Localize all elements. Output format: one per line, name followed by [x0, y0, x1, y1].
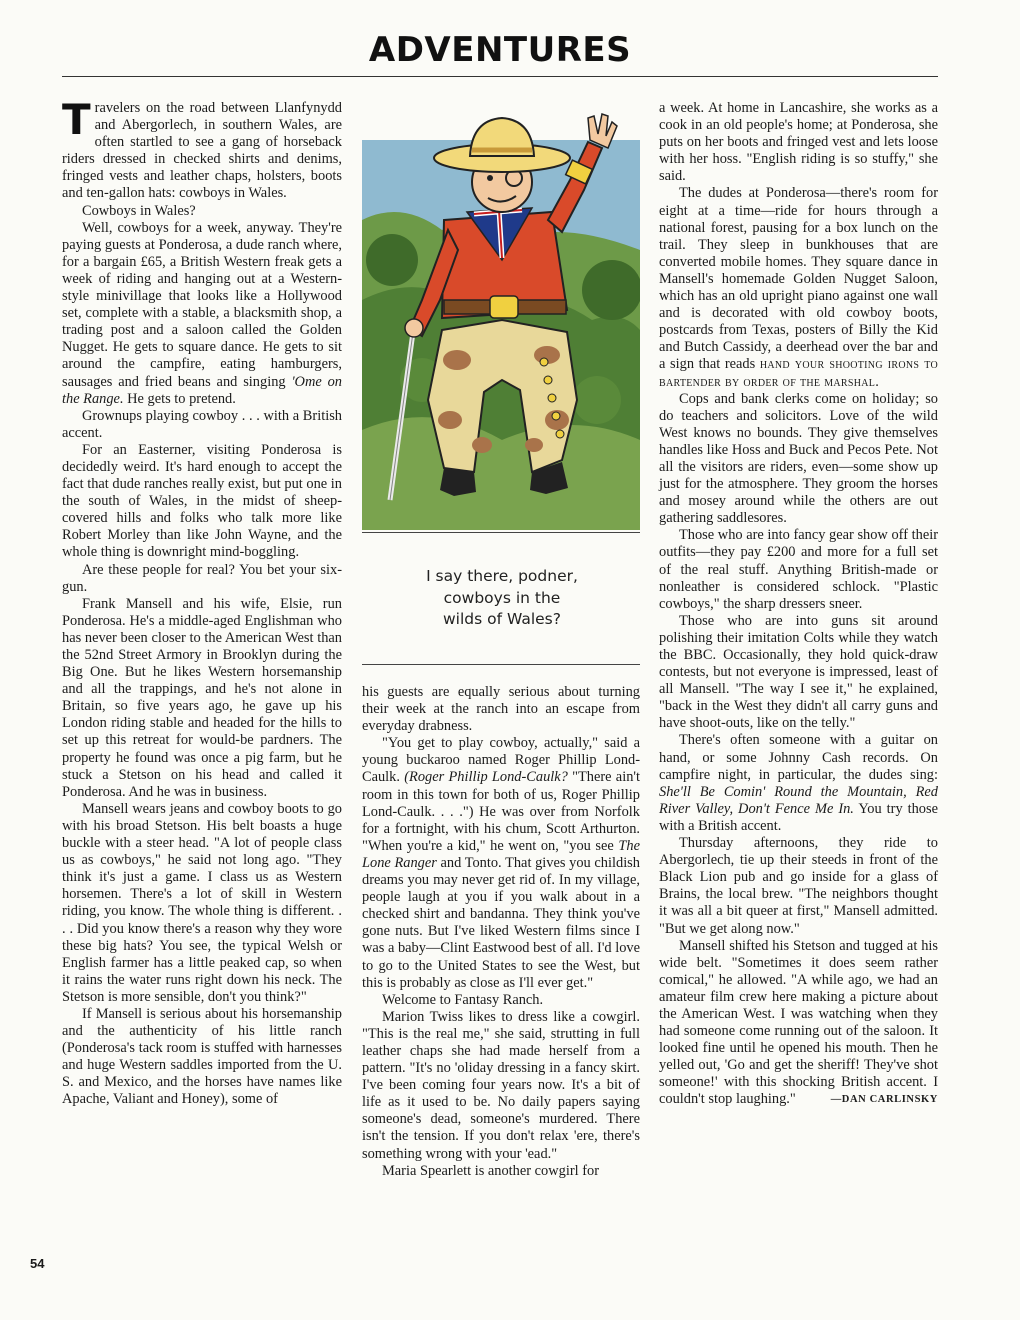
- paragraph: Frank Mansell and his wife, Elsie, run Ponderosa. He's a middle-aged Englishman who has never been closer to the American West than the 52nd Street Armory in Brooklyn during the Big One. But he likes Western horsemanship and all the trappings, and he's not alone in Britain, so five years ago, he gave up his London riding stable and headed for the hills to set up this retreat for would-be pardners. The property he found was once a pig farm, but he stuck a Stetson on his head and called it Ponderosa. And he was in business.: [62, 595, 342, 800]
- paragraph: Mansell shifted his Stetson and tugged at his wide belt. "Sometimes it does seem rather comical," he allowed. "A while ago, we had an amateur film crew here making a picture about the American West. I was watching when they had someone come running out of the saloon. It looked fine until he opened his mouth. Then he yelled out, 'Go and get the sheriff! They've shot someone!' with this shocking British accent. I couldn't stop laughing." —DAN CARLINSKY: [659, 937, 938, 1108]
- paragraph: Travelers on the road between Llanfynydd and Abergorlech, in southern Wales, are often startled to see a gang of horseback riders dressed in checked shirts and denims, fringed vests and leather chaps, holsters, boots and ten-gallon hats: cowboys in Wales.: [62, 95, 342, 202]
- article-column-1: [62, 95, 342, 1109]
- paragraph: Are these people for real? You bet your six-gun.: [62, 561, 342, 595]
- paragraph: Grownups playing cowboy . . . with a British accent.: [62, 407, 342, 441]
- byline: —DAN CARLINSKY: [830, 1094, 938, 1106]
- paragraph: There's often someone with a guitar on hand, or some Johnny Cash records. On campfire night, in particular, the dudes sing: She'll Be Comin' Round the Mountain, Red River Valley, Don't Fence Me In. You try those with a British accent.: [659, 732, 938, 834]
- caption-line: wilds of Wales?: [443, 610, 561, 628]
- paragraph: Mansell wears jeans and cowboy boots to go with his broad Stetson. His belt boasts a huge buckle with a steer head. "A lot of people class us as cowboys," he said not long ago. "They think it's just a game. I class us as Western horsemen. There's a lot of skill in Western riding, you know. The whole thing is different. . . . Did you know there's a reason why they wore these big hats? You see, the typical Welsh or English farmer has a little peaked cap, so when it rains the water runs right down his neck. The Stetson is more sensible, don't you think?": [62, 800, 342, 1005]
- paragraph: Marion Twiss likes to dress like a cowgirl. "This is the real me," she said, strutting in full leather chaps she had made herself from a pattern. "It's no 'oliday dressing in a fancy skirt. I've been coming four years now. It's a bit of life as it used to be. No daily papers saying someone's dead, someone's murdered. There isn't the tension. If you don't relax 'ere, there's something wrong with your 'ead.": [362, 1008, 640, 1162]
- caption-line: cowboys in the: [443, 588, 561, 607]
- paragraph: For an Easterner, visiting Ponderosa is decidedly weird. It's hard enough to accept the fact that dude ranches really exist, but put one in the south of Wales, in the midst of sheep-covered hills and folks who talk more like Robert Morley than like John Wayne, and the whole thing is downright mind-boggling.: [62, 441, 342, 561]
- paragraph: Those who are into guns sit around polishing their imitation Colts while they watch the BBC. Occasionally, they hold quick-draw contests, but not everyone is impressed, least of all Mansell. "The way I see it," he explained, "back in the West they didn't all carry guns and have shoot-outs, like on the telly.": [659, 612, 938, 732]
- paragraph: The dudes at Ponderosa—there's room for eight at a time—ride for hours through a national forest, pausing for a box lunch on the trail. They sleep in bunkhouses that are converted mobile homes. They square dance in Mansell's homemade Golden Nugget Saloon, which has an old upright piano against one wall and is decorated with old cowboy boots, postcards from Texas, posters of Billy the Kid and Butch Cassidy, a deerhead over the bar and a sign that reads hand your shooting irons to bartender by order of the marshal.: [659, 185, 938, 390]
- caption-rule-top: [362, 532, 640, 533]
- paragraph: Cowboys in Wales?: [82, 202, 196, 219]
- article-column-3: [659, 100, 938, 1109]
- paragraph: Thursday afternoons, they ride to Abergorlech, tie up their steeds in front of the Black Lion pub and go inside for a glass of Brains, the local brew. "The neighbors thought it was all a bit queer at first," Mansell admitted. "But we get along now.": [659, 835, 938, 937]
- header-rule: [62, 76, 938, 77]
- paragraph: "You get to play cowboy, actually," said a young buckaroo named Roger Phillip Lond-Caulk. (Roger Phillip Lond-Caulk? "There ain't room in this town for both of us, Roger Phillip Lond-Caulk. . . .") He was over from Norfolk for a fortnight, with his chum, Scott Arthurton. "When you're a kid," he went on, "you see The Lone Ranger and Tonto. That gives you childish dreams you may never get rid of. In my village, people laugh at you if you walk about in a checked shirt and bandanna. They think you've gone nuts. But I've liked Western films since I was a baby—Clint Eastwood best of all. I'd love to go to the United States to see the West, but this is probably as close as I'll ever get.": [362, 735, 640, 991]
- illustration-caption: [372, 566, 632, 631]
- cowboy-illustration: [362, 100, 640, 530]
- paragraph: his guests are equally serious about turning their week at the ranch into an escape from everyday drabness.: [362, 684, 640, 735]
- caption-rule-bottom: [362, 664, 640, 665]
- paragraph: Well, cowboys for a week, anyway. They're paying guests at Ponderosa, a dude ranch where, for a bargain £65, a British Western freak gets a week of riding and hanging out at a Western-style minivillage that looks like a Hollywood set, complete with a stable, a blacksmith shop, a trading post and a saloon called the Golden Nugget. He gets to square dance. He gets to sit around the campfire, eating hamburgers, sausages and fried beans and singing 'Ome on the Range. He gets to pretend.: [62, 219, 342, 407]
- drop-cap: T: [62, 95, 91, 144]
- paragraph: Those who are into fancy gear show off their outfits—they pay £200 and more for a full set of the real stuff. Anything British-made or nonleather is considered schlock. "Plastic cowboys," the sharp dressers sneer.: [659, 527, 938, 612]
- saloon-sign-text: hand your shooting irons to bartender by order of the marshal.: [659, 356, 938, 390]
- article-column-2: [362, 684, 640, 1180]
- page-number: 54: [30, 1256, 45, 1271]
- paragraph: Cops and bank clerks come on holiday; so do teachers and solicitors. Love of the wild West knows no bounds. They give themselves handles like Hoss and Buck and Pecos Pete. Not all the visitors are riders, even—some show up just for the atmosphere. They groom the horses and mosey around while the others are out gathering saddlesores.: [659, 390, 938, 527]
- section-title: ADVENTURES: [368, 30, 632, 70]
- paragraph: a week. At home in Lancashire, she works as a cook in an old people's home; at Ponderosa, she puts on her boots and fringed vest and lets loose with her hoss. "English riding is so stuffy," she said.: [659, 100, 938, 185]
- paragraph: Welcome to Fantasy Ranch.: [382, 991, 544, 1008]
- caption-line: I say there, podner,: [426, 567, 578, 585]
- paragraph: Maria Spearlett is another cowgirl for: [382, 1162, 599, 1179]
- paragraph: If Mansell is serious about his horsemanship and the authenticity of his little ranch (Ponderosa's tack room is stuffed with harnesses and huge Western saddles imported from the U. S. and Mexico, and the horses have names like Apache, Valiant and Honey), some of: [62, 1005, 342, 1108]
